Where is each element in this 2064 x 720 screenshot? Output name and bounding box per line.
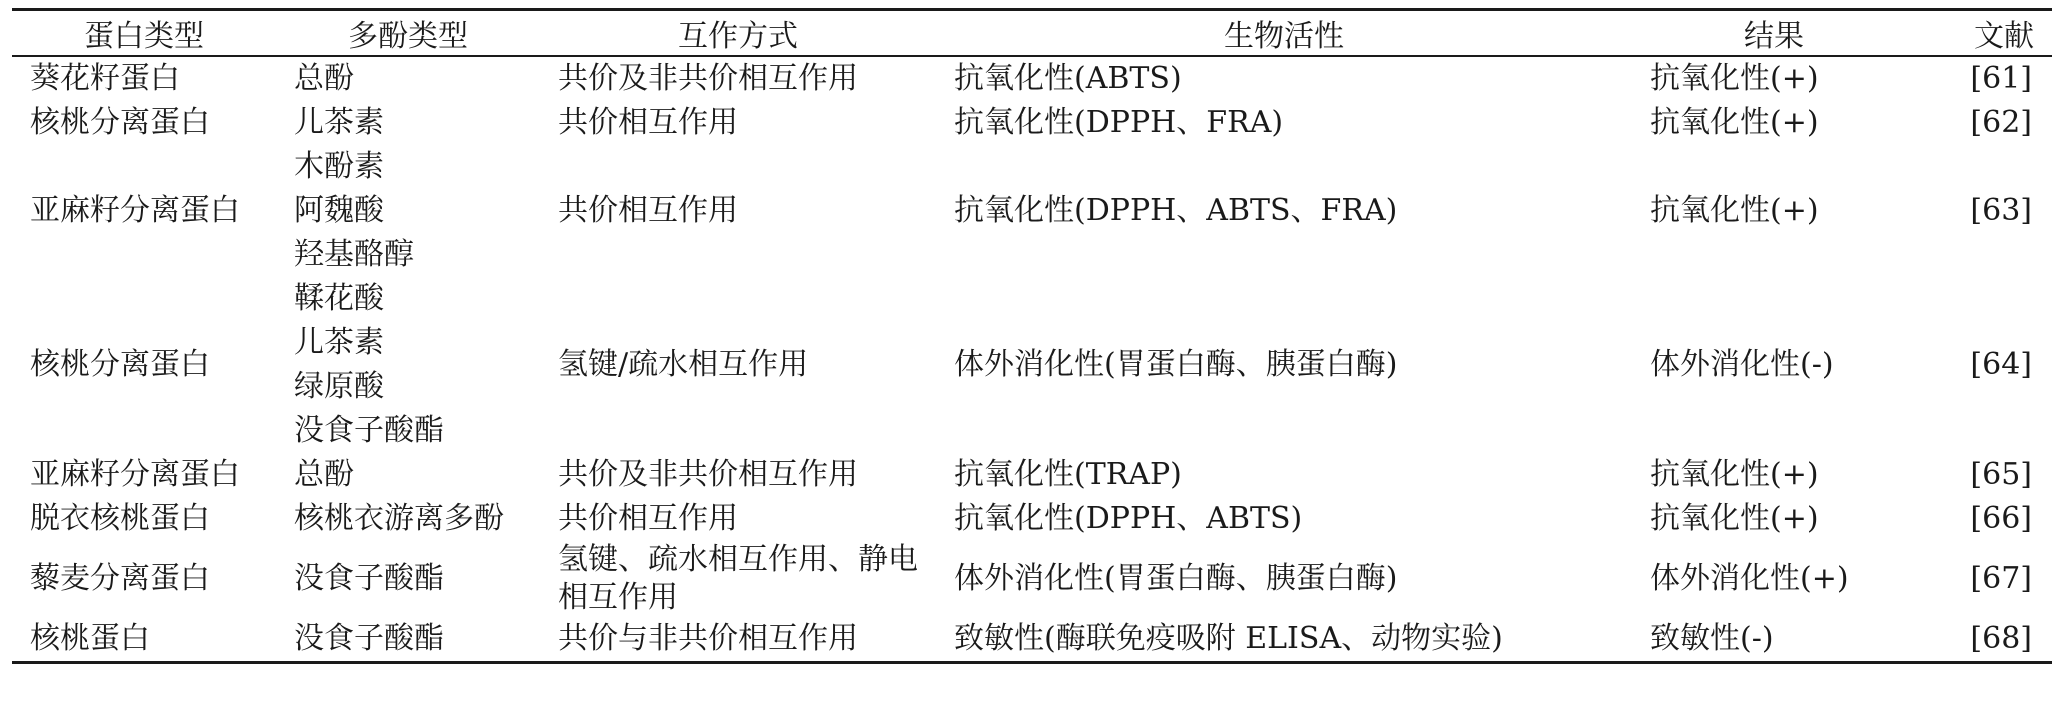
cell-result: 抗氧化性(+) — [1650, 193, 1819, 228]
cell-result: 抗氧化性(+) — [1650, 457, 1819, 492]
cell-polyphenols — [276, 277, 540, 453]
cell-polyphenols — [276, 145, 540, 277]
cell-result: 体外消化性(+) — [1650, 561, 1849, 596]
header-interaction: 互作方式 — [678, 19, 798, 54]
protein-polyphenol-table — [12, 8, 2052, 664]
cell-bioactivity: 致敏性(酶联免疫吸附 ELISA、动物实验) — [954, 621, 1503, 656]
polyphenol-item: 羟基酪醇 — [294, 237, 414, 272]
cell-protein: 亚麻籽分离蛋白 — [30, 193, 240, 228]
polyphenol-item: 绿原酸 — [294, 369, 384, 404]
cell-bioactivity: 抗氧化性(DPPH、FRA) — [954, 105, 1284, 140]
table-row — [12, 541, 2052, 617]
cell-polyphenols — [276, 453, 540, 497]
table-row — [12, 101, 2052, 145]
cell-interaction: 氢键、疏水相互作用、静电相互作用 — [558, 542, 918, 615]
header-result: 结果 — [1744, 19, 1804, 54]
data-table — [12, 8, 2052, 664]
cell-result: 体外消化性(-) — [1650, 347, 1834, 382]
cell-reference: [66] — [1970, 501, 2032, 536]
header-row — [12, 10, 2052, 57]
table-row — [12, 145, 2052, 277]
cell-interaction: 共价相互作用 — [558, 501, 738, 536]
cell-reference: [67] — [1970, 561, 2032, 596]
polyphenol-item: 阿魏酸 — [294, 193, 384, 228]
cell-interaction: 共价及非共价相互作用 — [558, 457, 858, 492]
polyphenol-item: 总酚 — [294, 61, 354, 96]
table-row — [12, 617, 2052, 663]
cell-result: 抗氧化性(+) — [1650, 61, 1819, 96]
polyphenol-item: 没食子酸酯 — [294, 621, 444, 656]
cell-reference: [68] — [1970, 621, 2032, 656]
cell-protein: 核桃分离蛋白 — [30, 105, 210, 140]
polyphenol-item: 儿茶素 — [294, 105, 384, 140]
cell-result: 抗氧化性(+) — [1650, 501, 1819, 536]
cell-protein: 葵花籽蛋白 — [30, 61, 180, 96]
cell-protein: 核桃蛋白 — [30, 621, 150, 656]
table-header — [12, 10, 2052, 57]
cell-reference: [61] — [1970, 61, 2032, 96]
header-polyphenol-type: 多酚类型 — [348, 19, 468, 54]
cell-interaction: 共价相互作用 — [558, 105, 738, 140]
table-body — [12, 56, 2052, 663]
cell-polyphenols — [276, 497, 540, 541]
cell-reference: [62] — [1970, 105, 2032, 140]
cell-result: 致敏性(-) — [1650, 621, 1774, 656]
table-row — [12, 453, 2052, 497]
cell-protein: 亚麻籽分离蛋白 — [30, 457, 240, 492]
cell-interaction: 共价与非共价相互作用 — [558, 621, 858, 656]
cell-interaction: 共价及非共价相互作用 — [558, 61, 858, 96]
polyphenol-item: 木酚素 — [294, 149, 384, 184]
cell-protein: 核桃分离蛋白 — [30, 347, 210, 382]
cell-result: 抗氧化性(+) — [1650, 105, 1819, 140]
cell-polyphenols — [276, 617, 540, 663]
header-bioactivity: 生物活性 — [1224, 19, 1344, 54]
polyphenol-item: 没食子酸酯 — [294, 561, 444, 596]
cell-polyphenols — [276, 541, 540, 617]
cell-reference: [63] — [1970, 193, 2032, 228]
cell-bioactivity: 体外消化性(胃蛋白酶、胰蛋白酶) — [954, 347, 1398, 382]
cell-bioactivity: 抗氧化性(ABTS) — [954, 61, 1182, 96]
table-row — [12, 56, 2052, 101]
cell-bioactivity: 抗氧化性(DPPH、ABTS) — [954, 501, 1303, 536]
polyphenol-item: 核桃衣游离多酚 — [294, 501, 504, 536]
cell-protein: 藜麦分离蛋白 — [30, 561, 210, 596]
header-reference: 文献 — [1974, 19, 2034, 54]
cell-interaction: 共价相互作用 — [558, 193, 738, 228]
cell-reference: [64] — [1970, 347, 2032, 382]
polyphenol-item: 没食子酸酯 — [294, 413, 444, 448]
cell-bioactivity: 体外消化性(胃蛋白酶、胰蛋白酶) — [954, 561, 1398, 596]
cell-reference: [65] — [1970, 457, 2032, 492]
polyphenol-item: 总酚 — [294, 457, 354, 492]
polyphenol-item: 儿茶素 — [294, 325, 384, 360]
cell-protein: 脱衣核桃蛋白 — [30, 501, 210, 536]
cell-bioactivity: 抗氧化性(TRAP) — [954, 457, 1182, 492]
cell-polyphenols — [276, 56, 540, 101]
cell-interaction: 氢键/疏水相互作用 — [558, 347, 809, 382]
table-row — [12, 497, 2052, 541]
table-row — [12, 277, 2052, 453]
cell-bioactivity: 抗氧化性(DPPH、ABTS、FRA) — [954, 193, 1398, 228]
cell-polyphenols — [276, 101, 540, 145]
polyphenol-item: 鞣花酸 — [294, 281, 384, 316]
header-protein-type: 蛋白类型 — [84, 19, 204, 54]
